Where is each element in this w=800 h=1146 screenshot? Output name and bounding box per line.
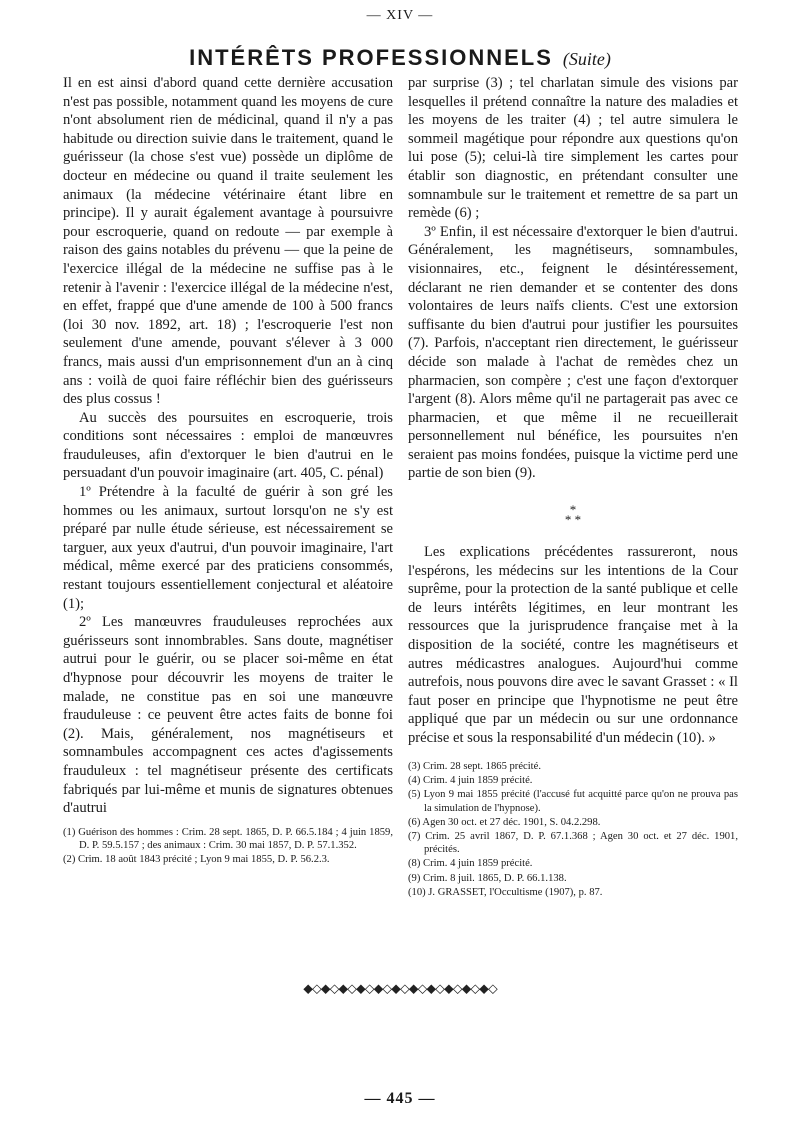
top-page-number: — XIV —: [366, 8, 434, 23]
footnote: (9) Crim. 8 juil. 1865, D. P. 66.1.138.: [408, 872, 567, 884]
paragraph: Les explications précédentes rassureront, nous l'espérons, les médecins sur les intentions de la Cour suprême, pour la protection de la santé publique et celle de leurs intérêts légitimes, en leur montrant les ressources que la jurisprudence française met à la disposition de la société, contre les magnétiseurs et autres médicastres analogues. Aujourd'hui comme autrefois, nous pouvons dire avec le savant Grasset : « Il faut poser en principe que l'hypnotisme ne peut être appliqué que par un médecin ou sur une ordonnance précise et sous la responsabilité d'un médecin (10). »: [408, 544, 738, 746]
decorative-ornament: ⬥⬦⬥⬦⬥⬦⬥⬦⬥⬦⬥⬦⬥⬦⬥⬦⬥⬦⬥⬦⬥⬦: [303, 982, 497, 997]
footnote: (5) Lyon 9 mai 1855 précité (l'accusé fut acquitté parce qu'on ne prouva pas la simulation de l'hypnose).: [408, 789, 738, 814]
footnote: (7) Crim. 25 avril 1867, D. P. 67.1.368 ; Agen 30 oct. et 27 déc. 1901, précités.: [408, 831, 738, 856]
title-main: INTÉRÊTS PROFESSIONNELS: [189, 45, 553, 70]
footnote: (10) J. GRASSET, l'Occultisme (1907), p. 87.: [408, 886, 603, 898]
paragraph: Au succès des poursuites en escroquerie, trois conditions sont nécessaires : emploi de manœuvres frauduleuses, afin d'extorquer le bien d'autrui en le persuadant d'un pouvoir imaginaire (art. 405, C. pénal): [63, 409, 393, 482]
footnote: (3) Crim. 28 sept. 1865 précité.: [408, 761, 541, 772]
page-number: — 445 —: [364, 1090, 436, 1107]
footnotes-left: [63, 826, 393, 868]
page-title: [0, 45, 800, 71]
asterism-separator: * * *: [564, 502, 582, 528]
footnote: (2) Crim. 18 août 1843 précité ; Lyon 9 mai 1855, D. P. 56.2.3.: [63, 854, 330, 866]
left-column: [63, 74, 393, 818]
paragraph: Il en est ainsi d'abord quand cette dernière accusation n'est pas possible, notamment quand les moyens de cure n'ont absolument rien de médicinal, quand il n'y a pas habitude ou direction suivie dans le traitement, quand le guérisseur (la chose s'est vue) possède un diplôme de docteur en médecine ou quand il traite seulement les animaux (la médecine vétérinaire étant libre en principe). Il y aurait également avantage à poursuivre pour escroquerie, quand on redoute — par exemple à raison des gains notables du prévenu — que la peine de l'exercice illégal de la médecine ne suffise pas à le retenir à l'avenir : l'exercice illégal de la médecine n'est, en effet, frappé que d'une amende de 100 à 500 francs (loi 30 nov. 1892, art. 18) ; l'escroquerie l'est non seulement d'une amende, pouvant s'élever à 3 000 francs, mais aussi d'un emprisonnement d'un an à cinq ans : voilà de quoi faire réfléchir bien des guérisseurs des plus cossus !: [63, 75, 393, 408]
footnote: (8) Crim. 4 juin 1859 précité.: [408, 858, 533, 870]
title-suite: (Suite): [562, 49, 611, 69]
right-column: [408, 74, 738, 748]
paragraph: 3º Enfin, il est nécessaire d'extorquer le bien d'autrui. Généralement, les magnétiseurs, somnambules, visionnaires, etc., feignent le désintéressement, déclarant ne rien demander et se contenter des dons volontaires de leurs naïfs clients. C'est une extorsion suffisante du bien d'autrui pour justifier les poursuites (7). Parfois, n'acceptant rien directement, le guérisseur décide son malade à l'achat de remèdes chez un pharmacien, son compère ; c'est une façon d'extorquer l'argent (8). Alors même qu'il ne partagerait pas avec ce pharmacien, et que même il ne recueillerait personnellement nul bénéfice, les poursuites n'en seraient pas moins fondées, puisque la victime perd une partie de son bien (9).: [408, 223, 738, 482]
paragraph: par surprise (3) ; tel charlatan simule des visions par lesquelles il prétend connaître la nature des maladies et les moyens de les traiter (4) ; tel autre simulera le sommeil magétique pour répondre aux questions qu'on lui pose (5); celui-là tire simplement les cartes pour établir son diagnostic, en prétendant consulter une somnambule sur le traitement et remettre de sa part un remède (6) ;: [408, 75, 738, 222]
footnotes-right: [408, 760, 738, 900]
paragraph: 1º Prétendre à la faculté de guérir à son gré les hommes ou les animaux, surtout lorsqu'on ne s'y est préparé par nulle étude sérieuse, est nécessairement se targuer, aux yeux d'autrui, d'un pouvoir imaginaire, l'art médical, même exercé par des praticiens consommés, restant toujours essentiellement conjectural et aléatoire (1);: [63, 484, 393, 612]
footnote: (1) Guérison des hommes : Crim. 28 sept. 1865, D. P. 66.5.184 ; 4 juin 1859, D. P. 59.5.157 ; des animaux : Crim. 30 mai 1857, D. P. 57.1.352.: [63, 827, 393, 852]
footnote: (6) Agen 30 oct. et 27 déc. 1901, S. 04.2.298.: [408, 816, 601, 828]
paragraph: 2º Les manœuvres frauduleuses reprochées aux guérisseurs sont innombrables. Sans doute, magnétiser autrui pour le guérir, ou se placer soi-même en état d'hypnose pour découvrir les moyens de traiter le malade, ne constitue pas en soi une manœuvre frauduleuse : ce peuvent être actes faits de bonne foi (2). Mais, généralement, nos magnétiseurs et somnambules accompagnent ces actes d'agissements frauduleux : tel magnétiseur présente des certificats fabriqués par lui-même et munis de signatures obtenues d'autrui: [63, 614, 393, 817]
footnote: (4) Crim. 4 juin 1859 précité.: [408, 775, 533, 787]
